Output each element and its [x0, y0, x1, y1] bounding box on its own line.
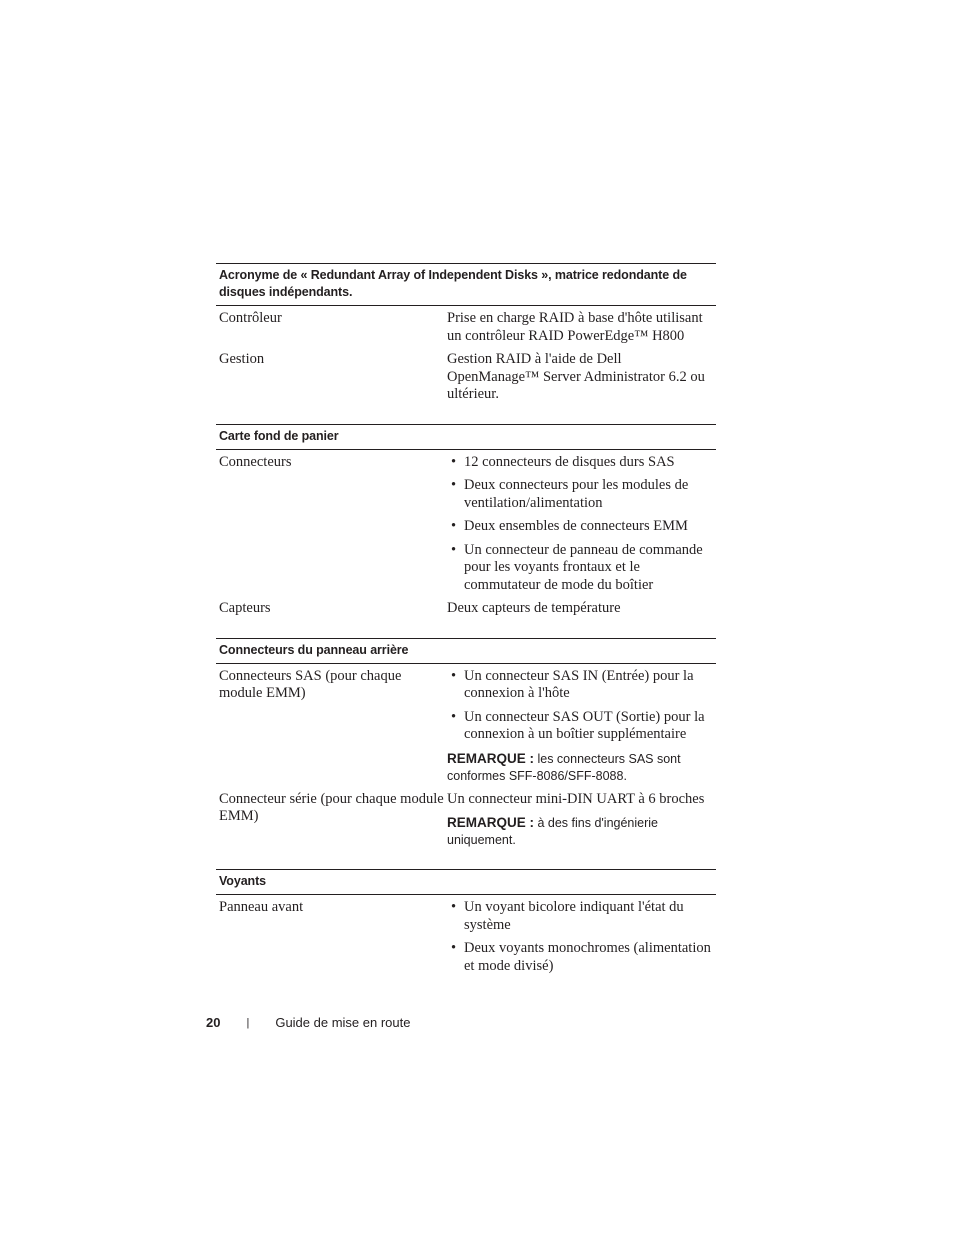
spec-label: Connecteurs SAS (pour chaque module EMM)	[219, 667, 402, 701]
section-body	[216, 306, 716, 424]
spec-label: Gestion	[219, 351, 265, 367]
spec-row-gestion	[216, 351, 716, 404]
spec-value	[447, 454, 716, 595]
bullet-item: • Un voyant bicolore indiquant l'état du système	[447, 899, 716, 934]
spec-row-serie	[216, 791, 716, 850]
spec-value	[447, 791, 716, 850]
spec-value	[447, 899, 716, 975]
bullet-list	[447, 454, 716, 595]
section-body	[216, 895, 716, 995]
bullet-list	[447, 899, 716, 975]
spec-row-controleur	[216, 310, 716, 345]
bullet-list	[447, 668, 716, 744]
document-title: Guide de mise en route	[275, 1015, 411, 1030]
note	[447, 750, 716, 785]
bullet-item: • Un connecteur SAS IN (Entrée) pour la connexion à l'hôte	[447, 668, 716, 703]
spec-row-sas	[216, 668, 716, 785]
section-rear-connectors	[216, 638, 716, 870]
spec-label: Connecteur série (pour chaque module EMM)	[219, 790, 444, 824]
section-voyants	[216, 869, 716, 995]
section-backplane	[216, 424, 716, 638]
section-title: Connecteurs du panneau arrière	[216, 638, 716, 664]
section-title: Acronyme de « Redundant Array of Independent Disks », matrice redondante de disques indépendants.	[216, 263, 716, 306]
bullet-item: • 12 connecteurs de disques durs SAS	[447, 454, 716, 472]
spec-row-capteurs	[216, 600, 716, 618]
section-title: Voyants	[216, 869, 716, 895]
note-text: à des fins d'ingénierie uniquement.	[447, 816, 658, 847]
note	[447, 814, 716, 849]
spec-label: Contrôleur	[219, 310, 282, 326]
bullet-item: • Deux ensembles de connecteurs EMM	[447, 518, 716, 536]
note-text: les connecteurs SAS sont conformes SFF-8086/SFF-8088.	[447, 751, 681, 783]
spec-table	[216, 263, 716, 995]
spec-label: Connecteurs	[219, 453, 292, 470]
spec-row-connecteurs	[216, 454, 716, 595]
spec-label: Capteurs	[219, 600, 271, 616]
bullet-item: • Deux voyants monochromes (alimentation et mode divisé)	[447, 940, 716, 975]
bullet-item: • Un connecteur SAS OUT (Sortie) pour la connexion à un boîtier supplémentaire	[447, 709, 716, 744]
note-label: REMARQUE :	[447, 815, 534, 830]
spec-value: Gestion RAID à l'aide de Dell OpenManage™ Server Administrator 6.2 ou ultérieur.	[447, 351, 705, 402]
spec-label: Panneau avant	[219, 899, 304, 915]
spec-row-panneau-avant	[216, 899, 716, 975]
note-label: REMARQUE :	[447, 750, 534, 766]
bullet-item: • Deux connecteurs pour les modules de ventilation/alimentation	[447, 477, 716, 512]
section-body	[216, 450, 716, 638]
bullet-item: • Un connecteur de panneau de commande pour les voyants frontaux et le commutateur de mode du boîtier	[447, 542, 716, 595]
spec-value: Deux capteurs de température	[447, 600, 621, 616]
footer-separator: |	[246, 1016, 250, 1029]
page-footer	[206, 1015, 410, 1030]
spec-value-text: Un connecteur mini-DIN UART à 6 broches	[447, 790, 705, 807]
section-body	[216, 664, 716, 870]
section-raid	[216, 263, 716, 424]
section-title: Carte fond de panier	[216, 424, 716, 450]
spec-value: Prise en charge RAID à base d'hôte utilisant un contrôleur RAID PowerEdge™ H800	[447, 310, 703, 344]
page-number: 20	[206, 1015, 221, 1030]
spec-value	[447, 668, 716, 785]
